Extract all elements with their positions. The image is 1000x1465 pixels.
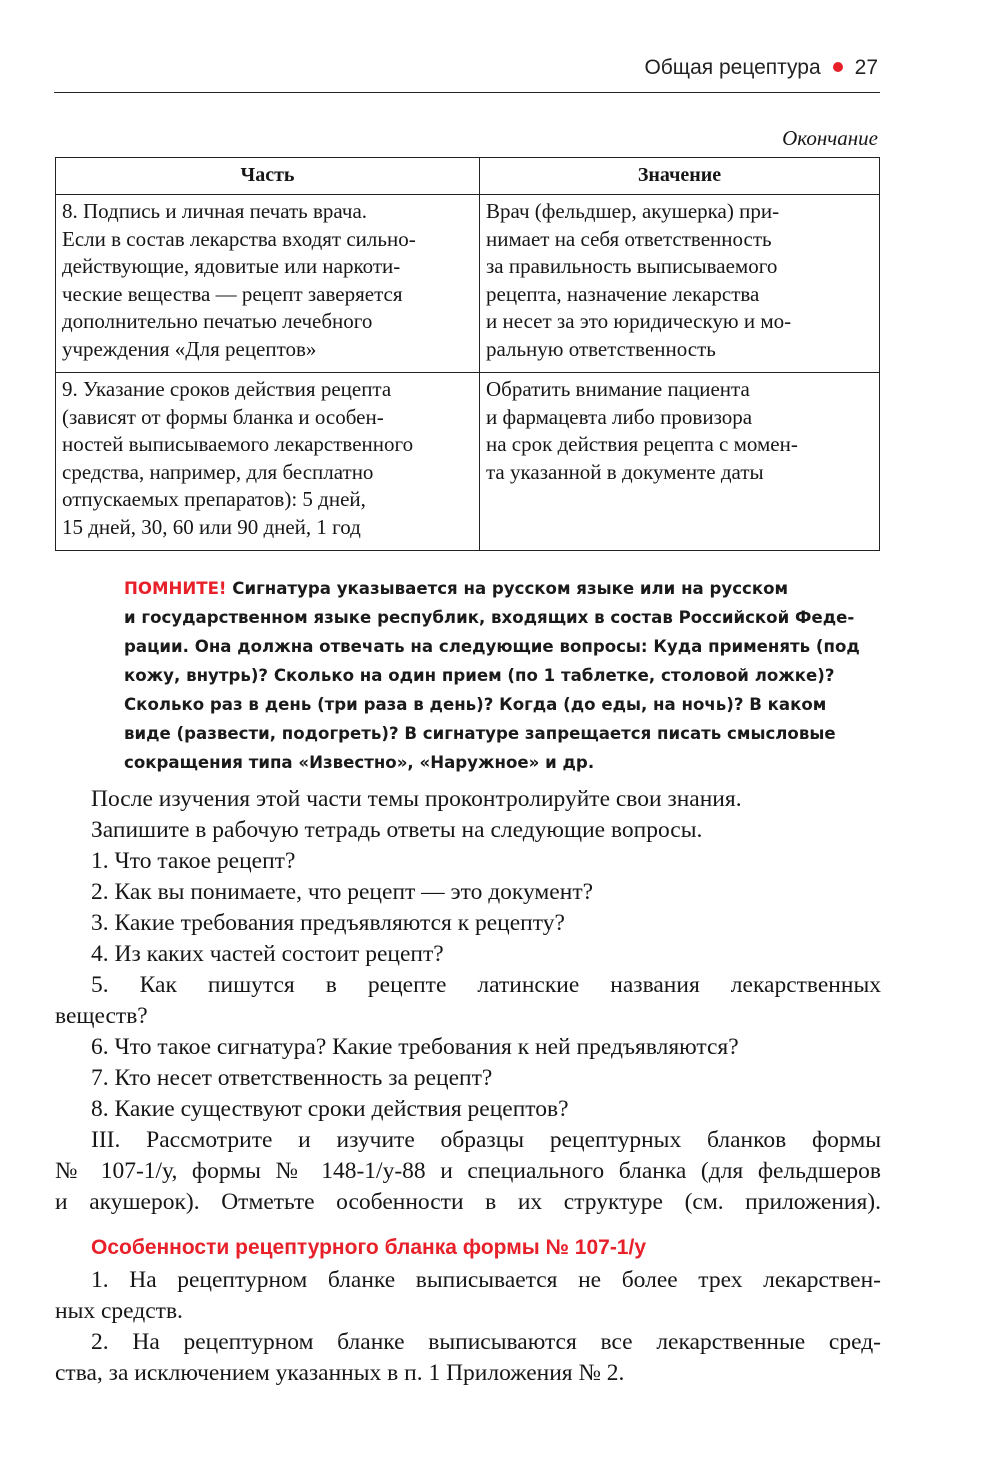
cell-line: 9. Указание сроков действия рецепта [62,377,392,401]
features-heading: Особенности рецептурного бланка формы № 107-1/у [91,1236,647,1259]
feature-line: ства, за исключением указанных в п. 1 Приложения № 2. [55,1360,625,1386]
table-cell-meaning [480,373,880,551]
cell-line: на срок действия рецепта с момен- [486,432,798,456]
table-cell-meaning [480,195,880,373]
remember-line: Сколько раз в день (три раза в день)? Когда (до еды, на ночь)? В каком [124,695,827,714]
feature-line: ных средств. [55,1298,183,1324]
column-header-part: Часть [56,158,480,195]
cell-line: средства, например, для бесплатно [62,459,374,484]
cell-line: рецепта, назначение лекарства [486,281,760,306]
cell-line: и фармацевта либо провизора [486,404,753,429]
cell-line: нимает на себя ответственность [486,226,772,251]
cell-line: и несет за это юридическую и мо- [486,309,792,333]
cell-line: за правильность выписываемого [486,254,778,278]
question-item-continuation: веществ? [55,1003,148,1029]
page-number: 27 [854,56,878,79]
table-row [56,195,880,373]
question-item: 5. Как пишутся в рецепте латинские названия лекарственных [91,972,881,998]
feature-line: 2. На рецептурном бланке выписываются все лекарственные сред- [91,1329,881,1355]
prescription-parts-table [55,157,880,551]
question-item: 8. Какие существуют сроки действия рецептов? [91,1096,569,1122]
question-item: 7. Кто несет ответственность за рецепт? [91,1065,493,1091]
intro-line: После изучения этой части темы проконтролируйте свои знания. [91,786,742,812]
cell-line: Если в состав лекарства входят сильно- [62,226,416,251]
features-section [55,1265,881,1389]
cell-line: отпускаемых препаратов): 5 дней, [62,487,366,511]
header-title: Общая рецептура [644,56,821,79]
cell-line: та указанной в документе даты [486,459,764,484]
remember-line: виде (развести, подогреть)? В сигнатуре запрещается писать смысловые [124,724,836,743]
cell-line: ностей выписываемого лекарственного [62,432,414,456]
question-item: 2. Как вы понимаете, что рецепт — это документ? [91,879,594,905]
table-header-row [56,158,880,195]
feature-line: 1. На рецептурном бланке выписывается не более трех лекарствен- [91,1267,881,1293]
remember-line: кожу, внутрь)? Сколько на один прием (по 1 таблетке, столовой ложке)? [124,666,835,685]
cell-line: 8. Подпись и личная печать врача. [62,199,368,223]
section-iii-line: и акушерок). Отметьте особенности в их структуре (см. приложения). [55,1189,881,1215]
column-header-meaning: Значение [480,158,880,195]
table-caption: Окончание [782,126,878,150]
questions-section [55,784,881,1218]
question-item: 6. Что такое сигнатура? Какие требования к ней предъявляются? [91,1034,739,1060]
cell-line: (зависят от формы бланка и особен- [62,404,384,429]
bullet-dot-icon [833,62,843,72]
question-item: 3. Какие требования предъявляются к рецепту? [91,910,565,936]
cell-line: ральную ответственность [486,336,716,361]
question-item: 1. Что такое рецепт? [91,848,296,874]
remember-label: ПОМНИТЕ! [124,579,227,598]
cell-line: дополнительно печатью лечебного [62,309,373,333]
remember-line: сокращения типа «Известно», «Наружное» и др. [124,753,595,772]
intro-line: Запишите в рабочую тетрадь ответы на следующие вопросы. [91,817,703,843]
table-cell-part [56,195,480,373]
cell-line: учреждения «Для рецептов» [62,336,317,361]
remember-line: и государственном языке республик, входящих в состав Российской Феде- [124,608,855,627]
running-header [644,56,878,80]
remember-note [124,574,884,777]
table-row [56,373,880,551]
cell-line: действующие, ядовитые или наркоти- [62,254,401,278]
section-iii-line: № 107-1/у, формы № 148-1/у-88 и специального бланка (для фельдшеров [55,1158,881,1184]
remember-line [124,574,884,603]
cell-line: Обратить внимание пациента [486,377,750,401]
cell-line: 15 дней, 30, 60 или 90 дней, 1 год [62,514,361,539]
cell-line: ческие вещества — рецепт заверяется [62,281,403,306]
question-item: 4. Из каких частей состоит рецепт? [91,941,444,967]
page-header [54,52,880,93]
section-iii-line: III. Рассмотрите и изучите образцы рецептурных бланков формы [91,1127,881,1153]
table-cell-part [56,373,480,551]
cell-line: Врач (фельдшер, акушерка) при- [486,199,780,223]
remember-line: рации. Она должна отвечать на следующие вопросы: Куда применять (под [124,637,860,656]
remember-text: Сигнатура указывается на русском языке или на русском [232,579,789,598]
